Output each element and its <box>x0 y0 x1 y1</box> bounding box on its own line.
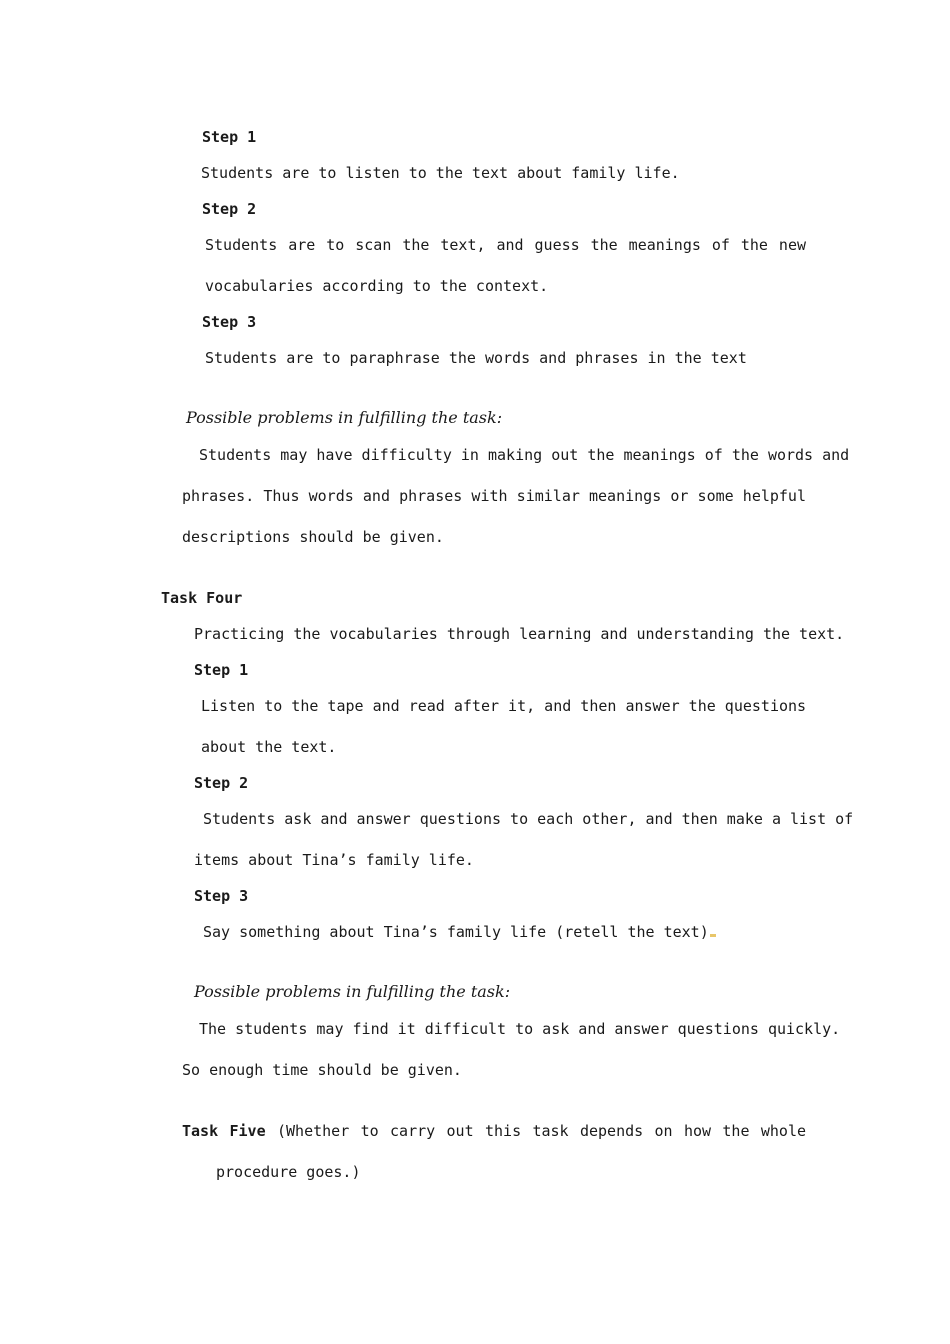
problems-heading: Possible problems in fulfilling the task: <box>186 408 503 427</box>
task-four-step1-heading: Step 1 <box>194 661 249 679</box>
task-four-problems-heading: Possible problems in fulfilling the task: <box>194 982 511 1001</box>
step2-text-line1: Students are to scan the text, and guess the meanings of the new <box>205 236 806 254</box>
task-four-problems-line1: The students may find it difficult to ask and answer questions quickly. <box>199 1020 841 1038</box>
task-four-step3-text-content: Say something about Tina’s family life (retell the text) <box>203 923 709 941</box>
task-four-step3-heading: Step 3 <box>194 887 249 905</box>
task-four-step2-line2: items about Tina’s family life. <box>194 851 474 869</box>
task-four-problems-line2: So enough time should be given. <box>182 1061 462 1079</box>
task-four-step1-line2: about the text. <box>201 738 337 756</box>
task-five-note-line1: (Whether to carry out this task depends on how the whole <box>276 1122 807 1140</box>
problems-line2: phrases. Thus words and phrases with similar meanings or some helpful <box>182 487 806 505</box>
step1-text: Students are to listen to the text about family life. <box>201 164 680 182</box>
task-five-line1 <box>182 1121 806 1141</box>
step2-text-line2: vocabularies according to the context. <box>205 277 549 295</box>
task-four-step2-line1: Students ask and answer questions to each other, and then make a list of <box>203 810 854 828</box>
step2-heading: Step 2 <box>202 200 257 218</box>
task-four-step1-line1: Listen to the tape and read after it, and then answer the questions <box>201 697 807 715</box>
step3-heading: Step 3 <box>202 313 257 331</box>
step1-heading: Step 1 <box>202 128 257 146</box>
task-four-step2-heading: Step 2 <box>194 774 249 792</box>
task-four-step3-text <box>203 922 716 942</box>
edit-mark <box>710 934 716 937</box>
step3-text: Students are to paraphrase the words and phrases in the text <box>205 349 747 367</box>
task-five-note-line2: procedure goes.) <box>216 1163 361 1181</box>
task-five-heading: Task Five <box>182 1122 266 1140</box>
task-four-heading: Task Four <box>161 589 243 607</box>
problems-line3: descriptions should be given. <box>182 528 444 546</box>
task-four-intro: Practicing the vocabularies through learning and understanding the text. <box>194 625 845 643</box>
problems-line1: Students may have difficulty in making out the meanings of the words and <box>199 446 850 464</box>
